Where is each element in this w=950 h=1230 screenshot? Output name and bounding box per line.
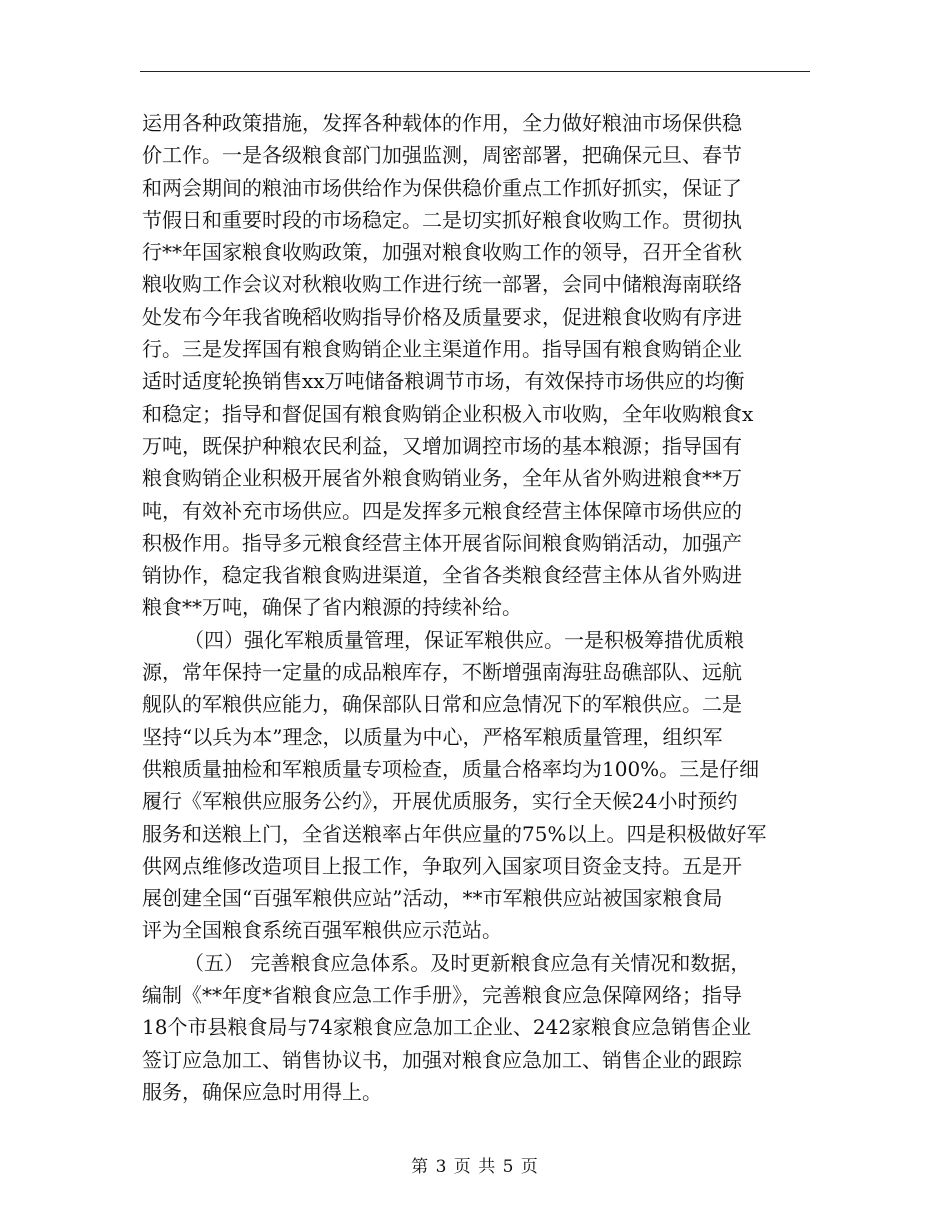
text-line: 价工作。一是各级粮食部门加强监测，周密部署，把确保元旦、春节 bbox=[142, 143, 742, 168]
text-line: 舰队的军粮供应能力，确保部队日常和应急情况下的军粮供应。二是 bbox=[142, 692, 742, 717]
text-line: 粮食**万吨，确保了省内粮源的持续补给。 bbox=[142, 595, 522, 620]
section-heading-line: （五） 完善粮食应急体系。及时更新粮食应急有关情况和数据， bbox=[184, 950, 751, 975]
text-line: 节假日和重要时段的市场稳定。二是切实抓好粮食收购工作。贯彻执 bbox=[142, 207, 742, 232]
text-line: 坚持“以兵为本”理念，以质量为中心，严格军粮质量管理，组织军 bbox=[142, 724, 723, 749]
text-line: 万吨，既保护种粮农民利益，又增加调控市场的基本粮源；指导国有 bbox=[142, 433, 742, 458]
text-line: 供粮质量抽检和军粮质量专项检查，质量合格率均为100%。三是仔细 bbox=[142, 756, 760, 781]
text-line: 处发布今年我省晚稻收购指导价格及质量要求，促进粮食收购有序进 bbox=[142, 304, 742, 329]
section-heading-line: （四）强化军粮质量管理，保证军粮供应。一是积极筹措优质粮 bbox=[184, 627, 744, 652]
text-line: 粮收购工作会议对秋粮收购工作进行统一部署，会同中储粮海南联络 bbox=[142, 272, 742, 297]
text-line: 适时适度轮换销售xx万吨储备粮调节市场，有效保持市场供应的均衡 bbox=[142, 369, 745, 394]
text-line: 签订应急加工、销售协议书，加强对粮食应急加工、销售企业的跟踪 bbox=[142, 1047, 742, 1072]
text-line: 展创建全国“百强军粮供应站”活动，**市军粮供应站被国家粮食局 bbox=[142, 886, 723, 911]
text-line: 和稳定；指导和督促国有粮食购销企业积极入市收购，全年收购粮食x bbox=[142, 401, 754, 426]
text-line: 销协作，稳定我省粮食购进渠道，全省各类粮食经营主体从省外购进 bbox=[142, 563, 742, 588]
text-line: 运用各种政策措施，发挥各种载体的作用，全力做好粮油市场保供稳 bbox=[142, 111, 742, 135]
text-line: 18个市县粮食局与74家粮食应急加工企业、242家粮食应急销售企业 bbox=[142, 1015, 752, 1040]
page-number-footer: 第 3 页 共 5 页 bbox=[411, 1157, 539, 1177]
text-line: 和两会期间的粮油市场供给作为保供稳价重点工作抓好抓实，保证了 bbox=[142, 175, 742, 200]
text-line: 服务和送粮上门，全省送粮率占年供应量的75%以上。四是积极做好军 bbox=[142, 821, 767, 846]
text-line: 粮食购销企业积极开展省外粮食购销业务，全年从省外购进粮食**万 bbox=[142, 466, 742, 491]
text-line: 供网点维修改造项目上报工作，争取列入国家项目资金支持。五是开 bbox=[142, 853, 742, 878]
text-line: 积极作用。指导多元粮食经营主体开展省际间粮食购销活动，加强产 bbox=[142, 530, 742, 555]
body-text bbox=[142, 107, 810, 1108]
text-line: 服务，确保应急时用得上。 bbox=[142, 1079, 382, 1104]
text-line: 行。三是发挥国有粮食购销企业主渠道作用。指导国有粮食购销企业 bbox=[142, 337, 742, 362]
text-line: 评为全国粮食系统百强军粮供应示范站。 bbox=[142, 918, 502, 943]
text-line: 吨，有效补充市场供应。四是发挥多元粮食经营主体保障市场供应的 bbox=[142, 498, 742, 523]
text-line: 履行《军粮供应服务公约》，开展优质服务，实行全天候24小时预约 bbox=[142, 789, 738, 814]
text-line: 源，常年保持一定量的成品粮库存，不断增强南海驻岛礁部队、远航 bbox=[142, 660, 742, 685]
text-line: 行**年国家粮食收购政策，加强对粮食收购工作的领导，召开全省秋 bbox=[142, 240, 742, 265]
header-rule bbox=[140, 71, 810, 72]
text-line: 编制《**年度*省粮食应急工作手册》，完善粮食应急保障网络；指导 bbox=[142, 983, 742, 1008]
